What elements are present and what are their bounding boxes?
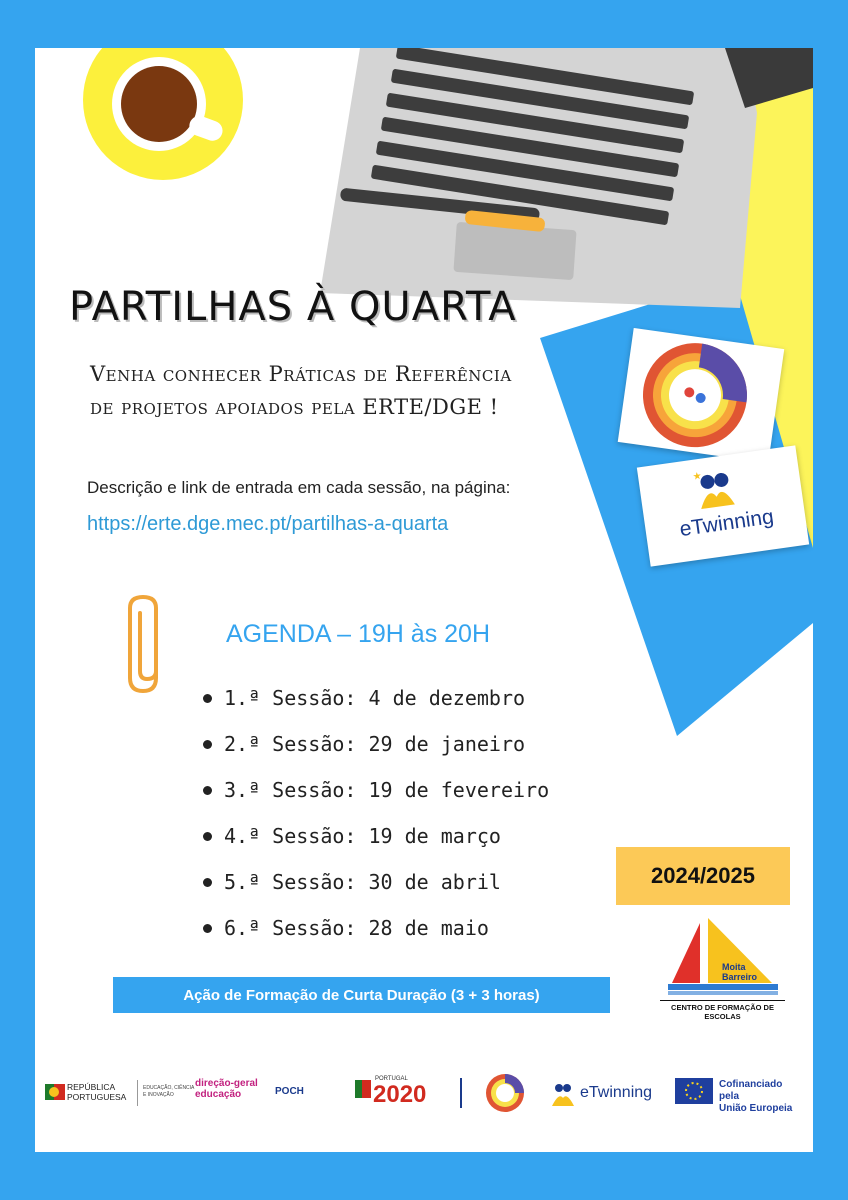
circular-logo-icon <box>618 328 785 463</box>
list-item <box>203 824 549 870</box>
list-item <box>203 732 549 778</box>
eu-flag-icon <box>675 1078 713 1104</box>
list-item <box>203 916 549 962</box>
dge-logo <box>195 1078 258 1100</box>
bullet-icon <box>203 694 212 703</box>
session-text: 1.ª Sessão: 4 de dezembro <box>224 686 526 710</box>
training-action-bar: Ação de Formação de Curta Duração (3 + 3 horas) <box>113 977 610 1013</box>
agenda-title: AGENDA – 19H às 20H <box>226 620 491 648</box>
etwinning-footer-icon <box>548 1078 578 1108</box>
coffee-shape <box>121 66 197 142</box>
eu-line-1: Cofinanciado pela <box>719 1079 783 1102</box>
centro-formacao-label: CENTRO DE FORMAÇÃO DE ESCOLAS <box>660 1000 785 1021</box>
description-text: Descrição e link de entrada em cada sessão, na página: <box>87 478 511 497</box>
bullet-icon <box>203 878 212 887</box>
moita-barreiro-logo <box>660 918 785 1023</box>
eu-label <box>719 1079 805 1115</box>
educacao-line-1: EDUCAÇÃO, CIÊNCIA <box>143 1085 195 1091</box>
bullet-icon <box>203 924 212 933</box>
eu-line-2: União Europeia <box>719 1103 793 1114</box>
bullet-icon <box>203 832 212 841</box>
divider <box>460 1078 462 1108</box>
etwinning-footer-label: eTwinning <box>580 1084 653 1101</box>
svg-text:★: ★ <box>691 470 703 483</box>
republica-line-1: REPÚBLICA <box>67 1082 116 1092</box>
footer-logos <box>45 1068 805 1128</box>
session-text: 2.ª Sessão: 29 de janeiro <box>224 732 526 756</box>
page-title: PARTILHAS À QUARTA <box>69 284 517 330</box>
sailboat-icon <box>660 918 785 998</box>
paperclip-icon <box>123 593 173 698</box>
republica-label <box>67 1082 126 1102</box>
partner-circle-logo-icon <box>485 1073 525 1113</box>
bullet-icon <box>203 740 212 749</box>
list-item <box>203 778 549 824</box>
year-badge: 2024/2025 <box>616 847 790 905</box>
portugal2020-icon <box>355 1076 371 1102</box>
list-item <box>203 870 549 916</box>
portugal-label: PORTUGAL <box>375 1076 408 1082</box>
partilhas-link[interactable]: https://erte.dge.mec.pt/partilhas-a-quarta <box>87 513 449 535</box>
subtitle <box>90 358 512 424</box>
republica-emblem-icon <box>45 1082 65 1102</box>
laptop-illustration <box>320 48 813 308</box>
session-text: 5.ª Sessão: 30 de abril <box>224 870 501 894</box>
educacao-label <box>143 1085 194 1099</box>
etwinning-icon <box>688 464 744 516</box>
list-item <box>203 686 549 732</box>
divider <box>137 1080 138 1106</box>
partner-logo-card <box>618 328 785 463</box>
republica-line-2: PORTUGUESA <box>67 1092 127 1102</box>
subtitle-line-2: de projetos apoiados pela ERTE/DGE ! <box>90 395 499 419</box>
session-text: 6.ª Sessão: 28 de maio <box>224 916 489 940</box>
educacao-line-2: E INOVAÇÃO <box>143 1092 174 1098</box>
subtitle-line-1: Venha conhecer Práticas de Referência <box>90 362 512 386</box>
poch-logo: POCH <box>275 1086 304 1097</box>
dge-line-1: direção-geral <box>195 1078 258 1089</box>
p2020-label: 2020 <box>373 1081 427 1108</box>
bullet-icon <box>203 786 212 795</box>
moita-barreiro-label: Moita Barreiro <box>722 962 758 982</box>
session-list <box>203 686 549 962</box>
poster <box>35 48 813 1152</box>
dge-line-2: educação <box>195 1089 242 1100</box>
etwinning-card-label: eTwinning <box>678 505 776 542</box>
session-text: 4.ª Sessão: 19 de março <box>224 824 501 848</box>
session-text: 3.ª Sessão: 19 de fevereiro <box>224 778 550 802</box>
